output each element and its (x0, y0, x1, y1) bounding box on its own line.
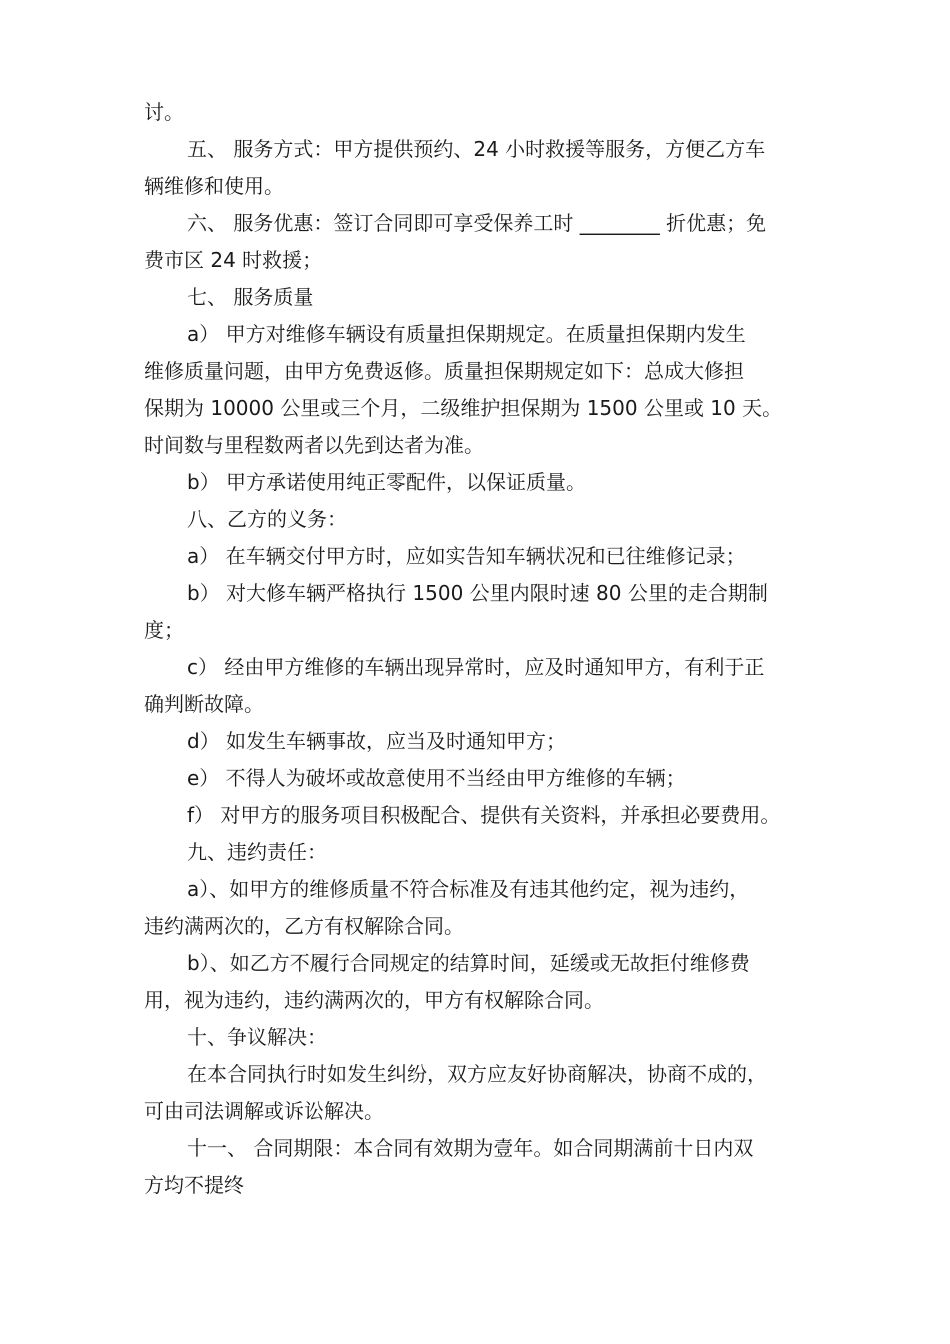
text-line-21: 九、违约责任： (187, 840, 327, 864)
text-line-28: 可由司法调解或诉讼解决。 (144, 1099, 384, 1123)
text-line-11: b） 甲方承诺使用纯正零配件，以保证质量。 (187, 470, 587, 494)
text-line-6: 七、 服务质量 (187, 285, 314, 309)
text-line-10: 时间数与里程数两者以先到达者为准。 (144, 433, 484, 457)
text-line-29: 十一、 合同期限：本合同有效期为壹年。如合同期满前十日内双 (187, 1136, 754, 1160)
text-line-13: a） 在车辆交付甲方时，应如实告知车辆状况和已往维修记录； (187, 544, 746, 568)
text-line-8: 维修质量问题，由甲方免费返修。质量担保期规定如下：总成大修担 (144, 359, 744, 383)
text-line-17: 确判断故障。 (144, 692, 264, 716)
text-line-9: 保期为 10000 公里或三个月，二级维护担保期为 1500 公里或 10 天。 (144, 396, 783, 420)
text-line-2: 五、 服务方式：甲方提供预约、24 小时救援等服务，方便乙方车 (187, 137, 766, 161)
text-line-18: d） 如发生车辆事故，应当及时通知甲方； (187, 729, 567, 753)
text-line-23: 违约满两次的，乙方有权解除合同。 (144, 914, 464, 938)
text-line-15: 度； (144, 618, 184, 642)
text-line-12: 八、乙方的义务： (187, 507, 347, 531)
text-line-25: 用，视为违约，违约满两次的，甲方有权解除合同。 (144, 988, 604, 1012)
text-line-3: 辆维修和使用。 (144, 174, 284, 198)
text-line-1: 讨。 (144, 100, 184, 124)
text-line-24: b）、如乙方不履行合同规定的结算时间，延缓或无故拒付维修费 (187, 951, 750, 975)
text-line-16: c） 经由甲方维修的车辆出现异常时，应及时通知甲方，有利于正 (187, 655, 765, 679)
text-line-20: f） 对甲方的服务项目积极配合、提供有关资料，并承担必要费用。 (187, 803, 781, 827)
text-line-14: b） 对大修车辆严格执行 1500 公里内限时速 80 公里的走合期制 (187, 581, 768, 605)
text-line-7: a） 甲方对维修车辆设有质量担保期规定。在质量担保期内发生 (187, 322, 746, 346)
text-line-5: 费市区 24 时救援； (144, 248, 323, 272)
text-line-26: 十、争议解决： (187, 1025, 327, 1049)
text-line-27: 在本合同执行时如发生纠纷，双方应友好协商解决，协商不成的， (187, 1062, 767, 1086)
text-line-19: e） 不得人为破坏或故意使用不当经由甲方维修的车辆； (187, 766, 686, 790)
text-line-30: 方均不提终 (144, 1173, 244, 1197)
text-line-4: 六、 服务优惠：签订合同即可享受保养工时 ________ 折优惠；免 (187, 211, 767, 235)
text-line-22: a）、如甲方的维修质量不符合标准及有违其他约定，视为违约， (187, 877, 750, 901)
